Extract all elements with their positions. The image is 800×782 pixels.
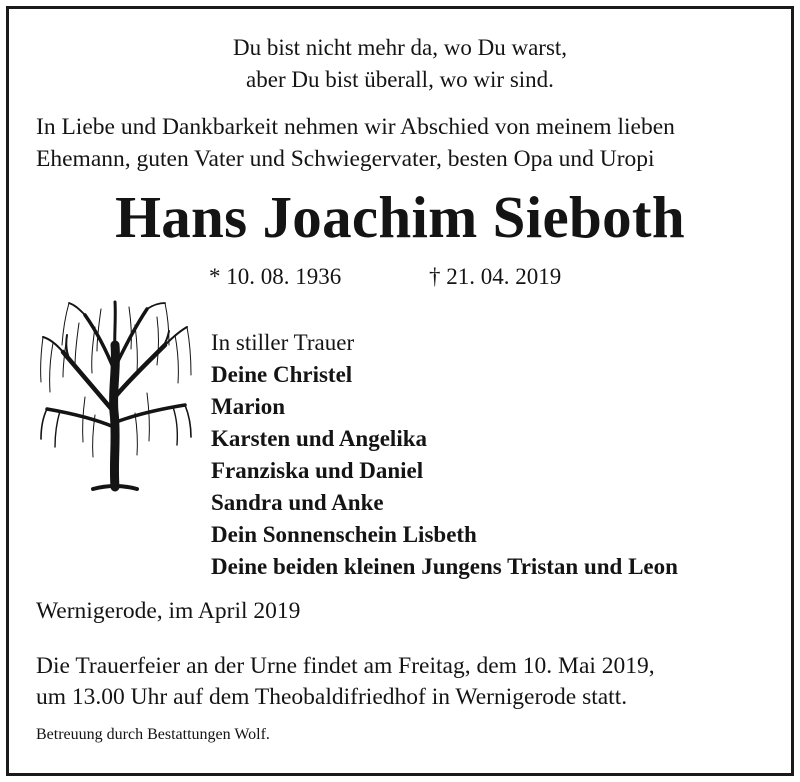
death-date: † 21. 04. 2019 [429,264,562,289]
mourner-name: Karsten und Angelika [211,426,427,451]
mourning-heading: In stiller Trauer [211,330,355,355]
place-date: Wernigerode, im April 2019 [36,598,301,624]
birth-date: * 10. 08. 1936 [209,264,342,289]
mourner-name: Deine Christel [211,362,353,387]
intro-line-2: Ehemann, guten Vater und Schwiegervater, besten Opa und Uropi [36,146,655,172]
undertaker-note: Betreuung durch Bestattungen Wolf. [36,726,270,743]
mourner-name: Sandra und Anke [211,490,384,515]
funeral-line-1: Die Trauerfeier an der Urne findet am Freitag, dem 10. Mai 2019, [36,653,655,679]
bare-tree-icon [35,297,195,497]
intro-line-1: In Liebe und Dankbarkeit nehmen wir Abschied von meinem lieben [36,114,675,140]
mourner-name: Dein Sonnenschein Lisbeth [211,522,477,547]
deceased-name: Hans Joachim Sieboth [115,184,685,250]
mourner-name: Deine beiden kleinen Jungens Tristan und Leon [211,554,678,579]
verse-line-2: aber Du bist überall, wo wir sind. [246,67,554,92]
verse-line-1: Du bist nicht mehr da, wo Du warst, [232,35,568,60]
mourner-name: Marion [211,394,286,419]
obituary-notice [6,6,794,776]
funeral-line-2: um 13.00 Uhr auf dem Theobaldifriedhof in Wernigerode statt. [36,684,628,710]
mourner-name: Franziska und Daniel [211,458,424,483]
